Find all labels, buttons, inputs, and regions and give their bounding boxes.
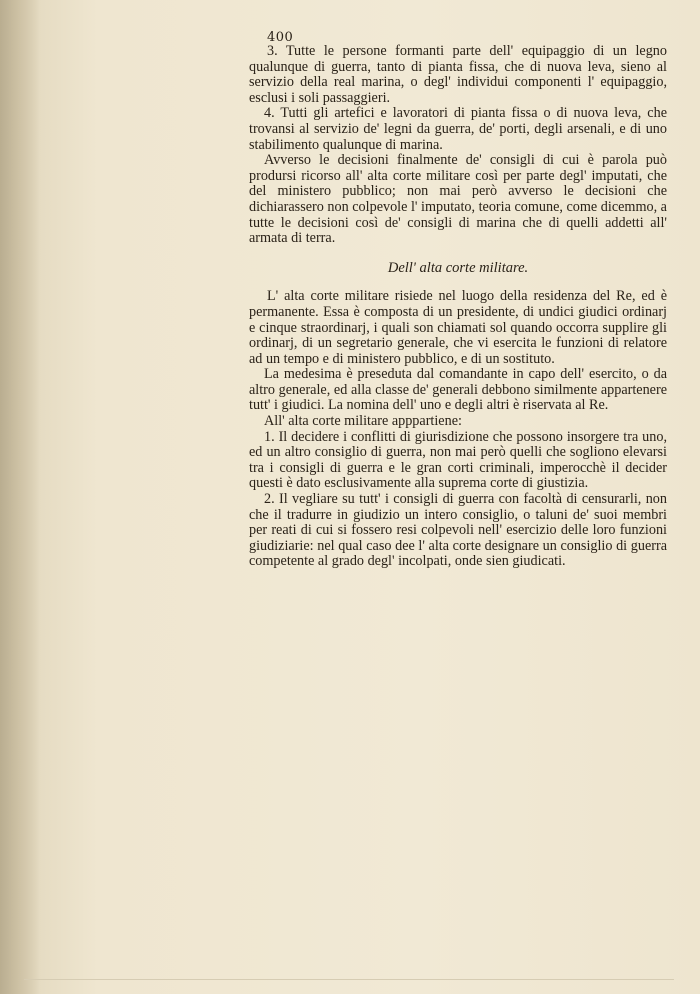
page-gutter: [0, 0, 40, 994]
paragraph-power-2: 2. Il vegliare su tutt' i consigli di guerra con facoltà di censurarli, non che il tradurre in giudizio un intero consiglio, o taluni de' suoi membri per reati di cui si fossero resi colpevoli nell' esercizio delle loro funzioni giudiziarie: nel qual caso dee l' alta corte designare un consiglio di guerra competente al grado degl' incolpati, onde sien giudicati.: [249, 491, 667, 570]
paragraph-power-1: 1. Il decidere i conflitti di giurisdizione che possono insorgere tra uno, ed un altro consiglio di guerra, non mai però quelli che sogliono elevarsi tra i consigli di guerra e le gran corti criminali, imperocchè il decider questi è dato esclusivamente alla suprema corte di giustizia.: [249, 428, 667, 492]
section-heading: Dell' alta corte militare.: [387, 259, 529, 276]
page-bottom-edge: [24, 979, 674, 980]
paragraph-item-3: 3. Tutte le persone formanti parte dell' equipaggio di un legno qualunque di guerra, tanto di pianta fissa, che di nuova leva, sieno al servizio della real marina, o degl' individui componenti l' equipaggio, esclusi i soli passaggieri.: [249, 43, 667, 106]
page-number: 400: [267, 30, 294, 45]
paragraph-court-seat: L' alta corte militare risiede nel luogo della residenza del Re, ed è permanente. Essa è composta di un presidente, di undici giudici ordinarj e cinque straordinarj, i quali son chiamati sol quando occorra supplire gli ordinarj, di un segretario generale, che vi esercita le funzioni di relatore ad un tempo e di ministero pubblico, e di un sostituto.: [249, 288, 667, 367]
paragraph-appeal: Avverso le decisioni finalmente de' consigli di cui è parola può prodursi ricorso all' alta corte militare così per parte degl' imputati, che del ministero pubblico; non mai però avverso le decisioni che dichiarassero non colpevole l' imputato, teoria comune, come dicemmo, a tutte le decisioni così de' consigli di marina che di quelli addetti all' armata di terra.: [249, 152, 667, 247]
paragraph-court-powers-intro: All' alta corte militare apppartiene:: [264, 413, 462, 430]
paragraph-court-presidency: La medesima è preseduta dal comandante in capo dell' esercito, o da altro generale, ed alla classe de' generali debbono similmente appartenere tutt' i giudici. La nomina dell' uno e degli altri è riservata al Re.: [249, 366, 667, 414]
text-block: [249, 44, 667, 570]
paragraph-item-4: 4. Tutti gli artefici e lavoratori di pianta fissa o di nuova leva, che trovansi al servizio de' legni da guerra, de' porti, degli arsenali, e di uno stabilimento qualunque di marina.: [249, 105, 667, 153]
